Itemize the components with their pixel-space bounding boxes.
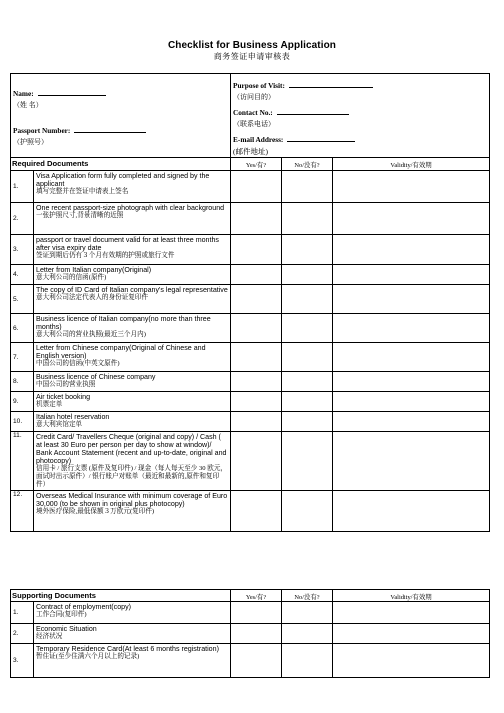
yes-cell[interactable]: [231, 491, 282, 532]
column-yes: Yes/有?: [231, 158, 282, 171]
supporting-documents-table: [10, 589, 490, 678]
column-no: No/没有?: [282, 158, 333, 171]
passport-field[interactable]: [74, 126, 146, 133]
item-text-cn: 填写完整并在签证申请表上签名: [36, 188, 129, 195]
yes-cell[interactable]: [231, 343, 282, 372]
required-documents-table: [10, 73, 490, 532]
validity-cell[interactable]: [333, 372, 490, 392]
item-text-cn: 信用卡 / 旅行支票 (原件及复印件) / 现金（每人每天至少 30 欧元，面试时出示原件）/ 银行账户对账单（最近和最新的,原件和复印件）: [36, 465, 228, 488]
no-cell[interactable]: [282, 602, 333, 624]
yes-cell[interactable]: [231, 392, 282, 412]
item-number: 10.: [11, 412, 34, 432]
no-cell[interactable]: [282, 412, 333, 432]
contact-label-cn: （联系电话）: [233, 120, 276, 128]
validity-cell[interactable]: [333, 285, 490, 314]
purpose-label-cn: （访问目的）: [233, 93, 276, 101]
table-row: [11, 491, 490, 532]
no-cell[interactable]: [282, 644, 333, 678]
validity-cell[interactable]: [333, 624, 490, 644]
yes-cell[interactable]: [231, 602, 282, 624]
item-text-cn: 工作合同(复印件): [36, 611, 87, 618]
table-row: [11, 602, 490, 624]
item-number: 8.: [11, 372, 34, 392]
page-title: Checklist for Business Application: [167, 40, 337, 51]
column-yes: Yes/有?: [231, 590, 282, 602]
yes-cell[interactable]: [231, 624, 282, 644]
table-row: [11, 265, 490, 285]
item-number: 2.: [11, 203, 34, 235]
passport-label-cn: （护照号）: [13, 138, 48, 146]
column-validity: Validity/有效期: [333, 590, 490, 602]
no-cell[interactable]: [282, 235, 333, 265]
table-row: [11, 644, 490, 678]
item-number: 7.: [11, 343, 34, 372]
email-field[interactable]: [287, 135, 355, 142]
validity-cell[interactable]: [333, 412, 490, 432]
validity-cell[interactable]: [333, 235, 490, 265]
item-text-en: One recent passport-size photograph with clear background: [36, 204, 225, 212]
item-text-en: Contract of employment(copy): [36, 603, 132, 611]
item-number: 4.: [11, 265, 34, 285]
item-number: 3.: [11, 235, 34, 265]
validity-cell[interactable]: [333, 602, 490, 624]
table-row: [11, 412, 490, 432]
yes-cell[interactable]: [231, 285, 282, 314]
name-label-cn: （姓 名）: [13, 101, 43, 109]
yes-cell[interactable]: [231, 432, 282, 491]
required-documents-heading: Required Documents: [11, 158, 231, 171]
validity-cell[interactable]: [333, 432, 490, 491]
yes-cell[interactable]: [231, 203, 282, 235]
table-row: [11, 203, 490, 235]
yes-cell[interactable]: [231, 644, 282, 678]
validity-cell[interactable]: [333, 171, 490, 203]
validity-cell[interactable]: [333, 343, 490, 372]
name-field[interactable]: [38, 89, 106, 96]
validity-cell[interactable]: [333, 265, 490, 285]
no-cell[interactable]: [282, 171, 333, 203]
name-label: Name:: [13, 89, 34, 98]
yes-cell[interactable]: [231, 235, 282, 265]
yes-cell[interactable]: [231, 171, 282, 203]
table-row: [11, 343, 490, 372]
no-cell[interactable]: [282, 392, 333, 412]
table-row: [11, 314, 490, 343]
item-text-en: Italian hotel reservation: [36, 413, 110, 421]
item-number: 12.: [11, 491, 34, 532]
item-number: 11.: [11, 432, 34, 491]
applicant-info-right: [231, 74, 490, 158]
yes-cell[interactable]: [231, 412, 282, 432]
no-cell[interactable]: [282, 314, 333, 343]
table-row: [11, 171, 490, 203]
item-text-en: Economic Situation: [36, 625, 97, 633]
item-text-en: Air ticket booking: [36, 393, 91, 401]
item-text-en: The copy of ID Card of Italian company's legal representative: [36, 286, 228, 294]
item-text-en: Business licence of Chinese company: [36, 373, 156, 381]
yes-cell[interactable]: [231, 372, 282, 392]
contact-field[interactable]: [277, 108, 349, 115]
no-cell[interactable]: [282, 624, 333, 644]
item-text-cn: 意大利宾馆定单: [36, 421, 83, 428]
item-text-en: Overseas Medical Insurance with minimum coverage of Euro 30,000 (to be shown in original plus photocopy): [36, 492, 228, 508]
validity-cell[interactable]: [333, 491, 490, 532]
yes-cell[interactable]: [231, 265, 282, 285]
item-number: 1.: [11, 171, 34, 203]
item-text-cn: 一张护照尺寸,背景清晰的近照: [36, 212, 124, 219]
item-number: 5.: [11, 285, 34, 314]
column-validity: Validity/有效期: [333, 158, 490, 171]
item-number: 9.: [11, 392, 34, 412]
item-text-cn: 境外医疗保险,最低保额３万欧元(复印件): [36, 508, 155, 515]
table-row: [11, 392, 490, 412]
item-number: 1.: [11, 602, 34, 624]
yes-cell[interactable]: [231, 314, 282, 343]
table-row: [11, 372, 490, 392]
validity-cell[interactable]: [333, 644, 490, 678]
item-number: 3.: [11, 644, 34, 678]
purpose-label: Purpose of Visit:: [233, 81, 285, 90]
item-text-cn: 中国公司的营业执照: [36, 381, 96, 388]
no-cell[interactable]: [282, 432, 333, 491]
no-cell[interactable]: [282, 343, 333, 372]
item-text-en: passport or travel document valid for at least three months after visa expiry date: [36, 236, 219, 252]
email-label-cn: (邮件地址): [233, 147, 269, 156]
item-text-cn: 暂住证(至少住满六个月以上的记录): [36, 653, 140, 660]
purpose-field[interactable]: [289, 81, 373, 88]
supporting-documents-heading: Supporting Documents: [11, 590, 231, 602]
no-cell[interactable]: [282, 265, 333, 285]
validity-cell[interactable]: [333, 392, 490, 412]
table-row: [11, 624, 490, 644]
item-text-en: Business licence of Italian company(no more than three months): [36, 315, 211, 331]
item-text-en: Temporary Residence Card(At least 6 months registration): [36, 645, 219, 653]
table-row: [11, 285, 490, 314]
item-number: 6.: [11, 314, 34, 343]
item-text-en: Visa Application form fully completed and signed by the applicant: [36, 172, 210, 188]
passport-label: Passport Number:: [13, 126, 71, 135]
validity-cell[interactable]: [333, 203, 490, 235]
item-text-en: Letter from Italian company(Original): [36, 266, 152, 274]
item-text-en: Letter from Chinese company(Original of Chinese and English version): [36, 344, 206, 360]
column-no: No/没有?: [282, 590, 333, 602]
no-cell[interactable]: [282, 372, 333, 392]
no-cell[interactable]: [282, 203, 333, 235]
email-label: E-mail Address:: [233, 135, 284, 144]
item-text-cn: 意大利公司法定代表人的身份证复印件: [36, 294, 149, 301]
item-text-cn: 签证到期后仍有３个月有效期的护照或旅行文件: [36, 252, 175, 259]
item-text-cn: 中国公司的信函(中英文原件): [36, 360, 120, 367]
item-text-en: Credit Card/ Travellers Cheque (original and copy) / Cash ( at least 30 Euro per person per day to show at window)/ Bank Account Statement (recent and up-to-date, original and photocopy): [36, 433, 227, 465]
page-subtitle: 商务签证申请审核表: [213, 52, 291, 61]
contact-label: Contact No.:: [233, 108, 273, 117]
item-text-cn: 经济状况: [36, 633, 63, 640]
item-text-cn: 意大利公司的营业执照(最近三个月内): [36, 331, 146, 338]
validity-cell[interactable]: [333, 314, 490, 343]
applicant-info-left: [11, 74, 231, 158]
no-cell[interactable]: [282, 285, 333, 314]
item-number: 2.: [11, 624, 34, 644]
item-text-cn: 机票定单: [36, 401, 63, 408]
table-row: [11, 432, 490, 491]
item-text-cn: 意大利公司的信函(原件): [36, 274, 107, 281]
table-row: [11, 235, 490, 265]
no-cell[interactable]: [282, 491, 333, 532]
